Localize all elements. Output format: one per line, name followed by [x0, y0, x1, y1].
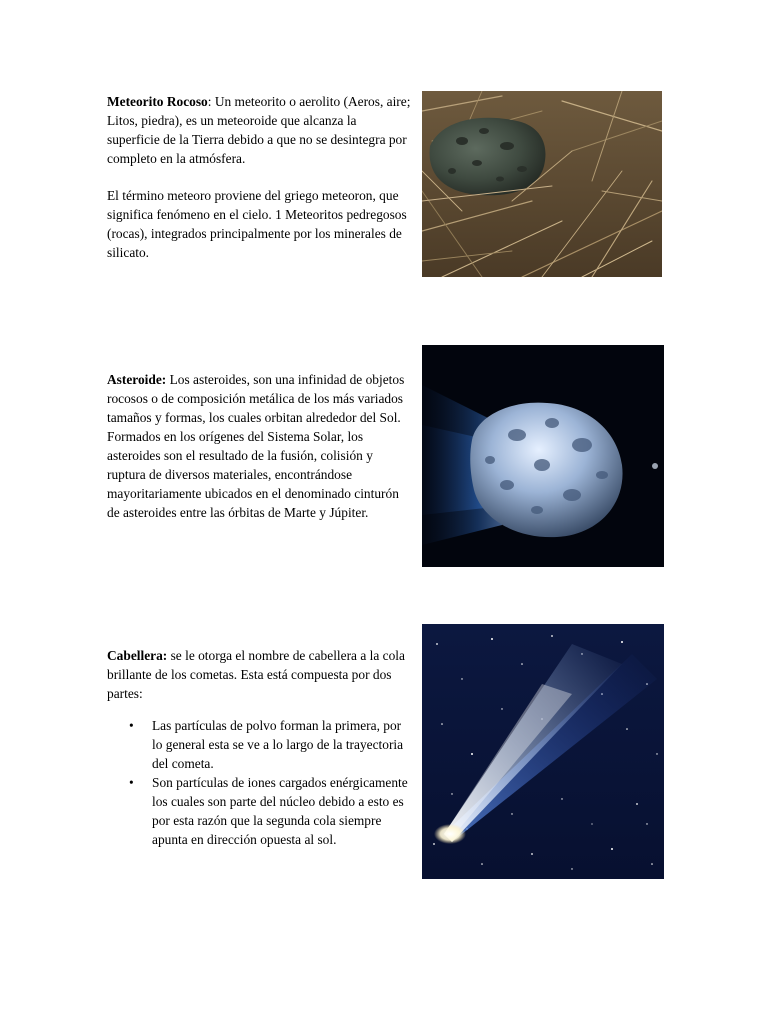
asteroid-paragraph [107, 370, 412, 522]
bullet-icon: • [129, 718, 134, 733]
meteorite-paragraph [107, 92, 412, 168]
cabellera-bullet-list [107, 716, 412, 849]
asteroid-body: Los asteroides, son una infinidad de objetos rocosos o de composición metálica de los más variados tamaños y formas, los cuales orbitan alrededor del Sol. Formados en los orígenes del Sistema Solar, los asteroides son el resultado de la fusión, colisión y ruptura de diversos materiales, encontrándose mayoritariamente ubicados en el denominado cinturón de asteroides entre las órbitas de Marte y Júpiter. [107, 372, 405, 520]
bullet-icon: • [129, 775, 134, 790]
meteoro-etymology-paragraph: El término meteoro proviene del griego meteoron, que significa fenómeno en el cielo. 1 Meteoritos pedregosos (rocas), integrados principalmente por los minerales de silicato. [107, 188, 407, 260]
meteorite-rock-image [422, 91, 662, 277]
cabellera-body: se le otorga el nombre de cabellera a la cola brillante de los cometas. Esta está compuesta por dos partes: [107, 648, 405, 701]
list-item [107, 773, 412, 849]
asteroid-image [422, 345, 664, 567]
comet-image [422, 624, 664, 879]
meteorite-heading-colon: : [207, 94, 212, 109]
list-item [107, 716, 412, 773]
asteroid-heading: Asteroide: [107, 372, 167, 387]
bullet-text: Las partículas de polvo forman la primera, por lo general esta se ve a lo largo de la trayectoria del cometa. [152, 718, 404, 771]
bullet-text: Son partículas de iones cargados enérgicamente los cuales son parte del núcleo debido a esto es por esta razón que la segunda cola siempre apunta en dirección opuesta al sol. [152, 775, 408, 847]
meteorite-body: Un meteorito o aerolito (Aeros, aire; Litos, piedra), es un meteoroide que alcanza la superficie de la Tierra debido a que no se desintegra por completo en la atmósfera. [107, 94, 411, 166]
meteorite-heading: Meteorito Rocoso [107, 94, 208, 109]
cabellera-heading: Cabellera: [107, 648, 168, 663]
cabellera-paragraph [107, 646, 412, 703]
